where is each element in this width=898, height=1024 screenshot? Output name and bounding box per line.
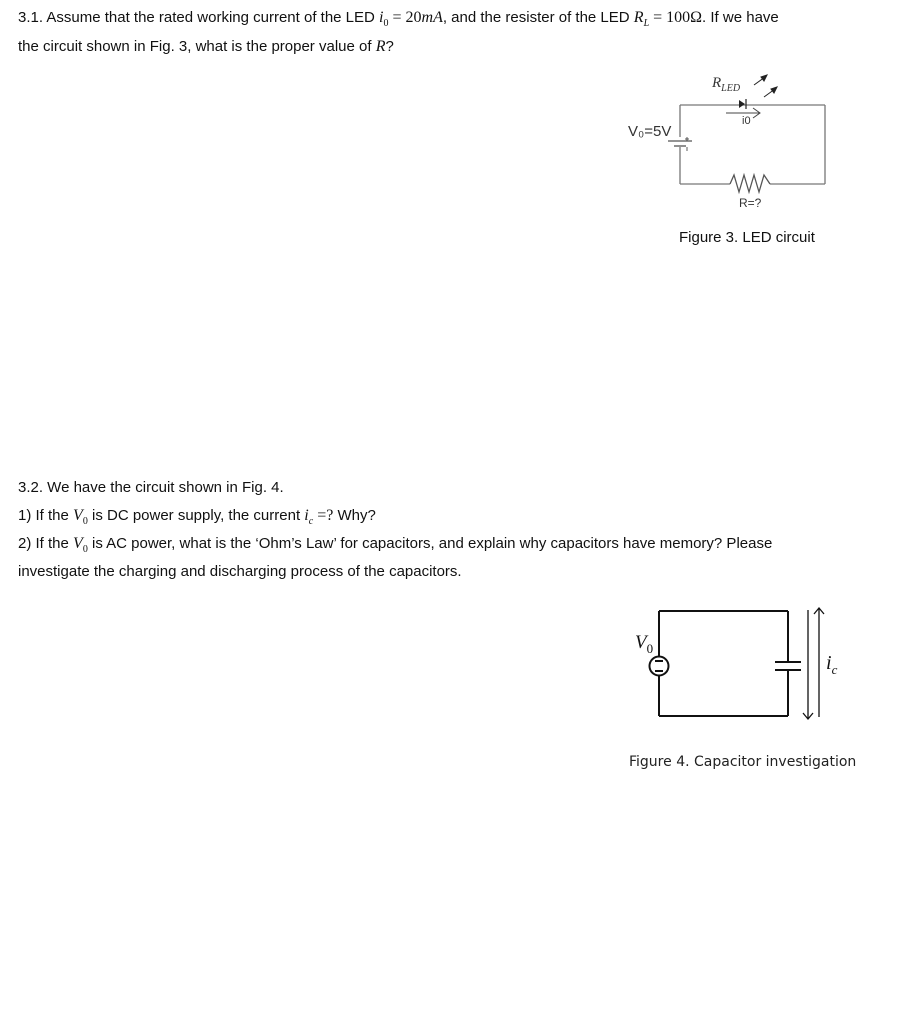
v0-symbol: V [73,535,83,552]
rl-value: = 100Ω [649,9,703,26]
text: ? [385,38,394,55]
i0-subscript: 0 [383,18,389,29]
i0-unit: mA [421,9,443,26]
v0-subscript: 0 [646,640,654,656]
rl-subscript: L [643,18,650,29]
text: the circuit shown in Fig. 3, what is the proper value of [18,38,376,55]
capacitor-icon [775,662,801,670]
v0-symbol: V [635,632,647,653]
i0-value: = 20 [388,9,422,26]
voltage-source-label: V₀=5V [628,123,672,140]
voltage-source-icon [650,657,669,676]
rled-symbol: R [712,75,722,91]
v0-symbol: V [73,507,83,524]
text: 1) If the [18,507,74,524]
resistor-label: R=? [739,196,762,210]
current-label: i0 [742,115,751,127]
figure-3-caption: Figure 3. LED circuit [679,229,815,246]
figure-4-caption: Figure 4. Capacitor investigation [629,754,857,770]
source-label [635,632,653,657]
question-3-1-line-1 [18,9,779,33]
text: 3.1. Assume that the rated working current of the LED [18,9,380,26]
r-symbol: R [375,38,386,55]
figure-3-led-circuit [600,65,860,255]
i0-symbol: i [379,9,384,26]
question-3-1-line-2 [18,38,394,56]
v0-subscript: 0 [82,544,88,555]
text: 2) If the [18,535,74,552]
rled-label [712,75,740,94]
current-label [826,652,837,678]
v0-subscript: 0 [82,516,88,527]
text: , and the resister of the LED [442,9,634,26]
rled-subscript: LED [721,83,741,94]
figure-4-capacitor-circuit [620,600,870,730]
question-3-2-part-2-line-2: investigate the charging and discharging process of the capacitors. [18,563,462,580]
equals-question: =? [313,507,334,524]
text: Why? [333,507,376,524]
text: is AC power, what is the ‘Ohm’s Law’ for capacitors, and explain why capacitors have memory? Please [87,535,773,552]
light-emission-icon [754,75,777,97]
led-diode-icon [739,99,746,109]
ic-symbol: i [826,652,832,674]
text: is DC power supply, the current [87,507,305,524]
question-3-2-part-1 [18,507,376,531]
ic-symbol: i [304,507,309,524]
ic-subscript: c [831,662,838,677]
current-arrows-icon [803,608,824,719]
question-3-2-title: 3.2. We have the circuit shown in Fig. 4. [18,479,284,496]
question-3-2-part-2-line-1 [18,535,772,559]
text: . If we have [702,9,779,26]
ic-subscript: c [308,516,314,527]
rl-symbol: R [633,9,644,26]
